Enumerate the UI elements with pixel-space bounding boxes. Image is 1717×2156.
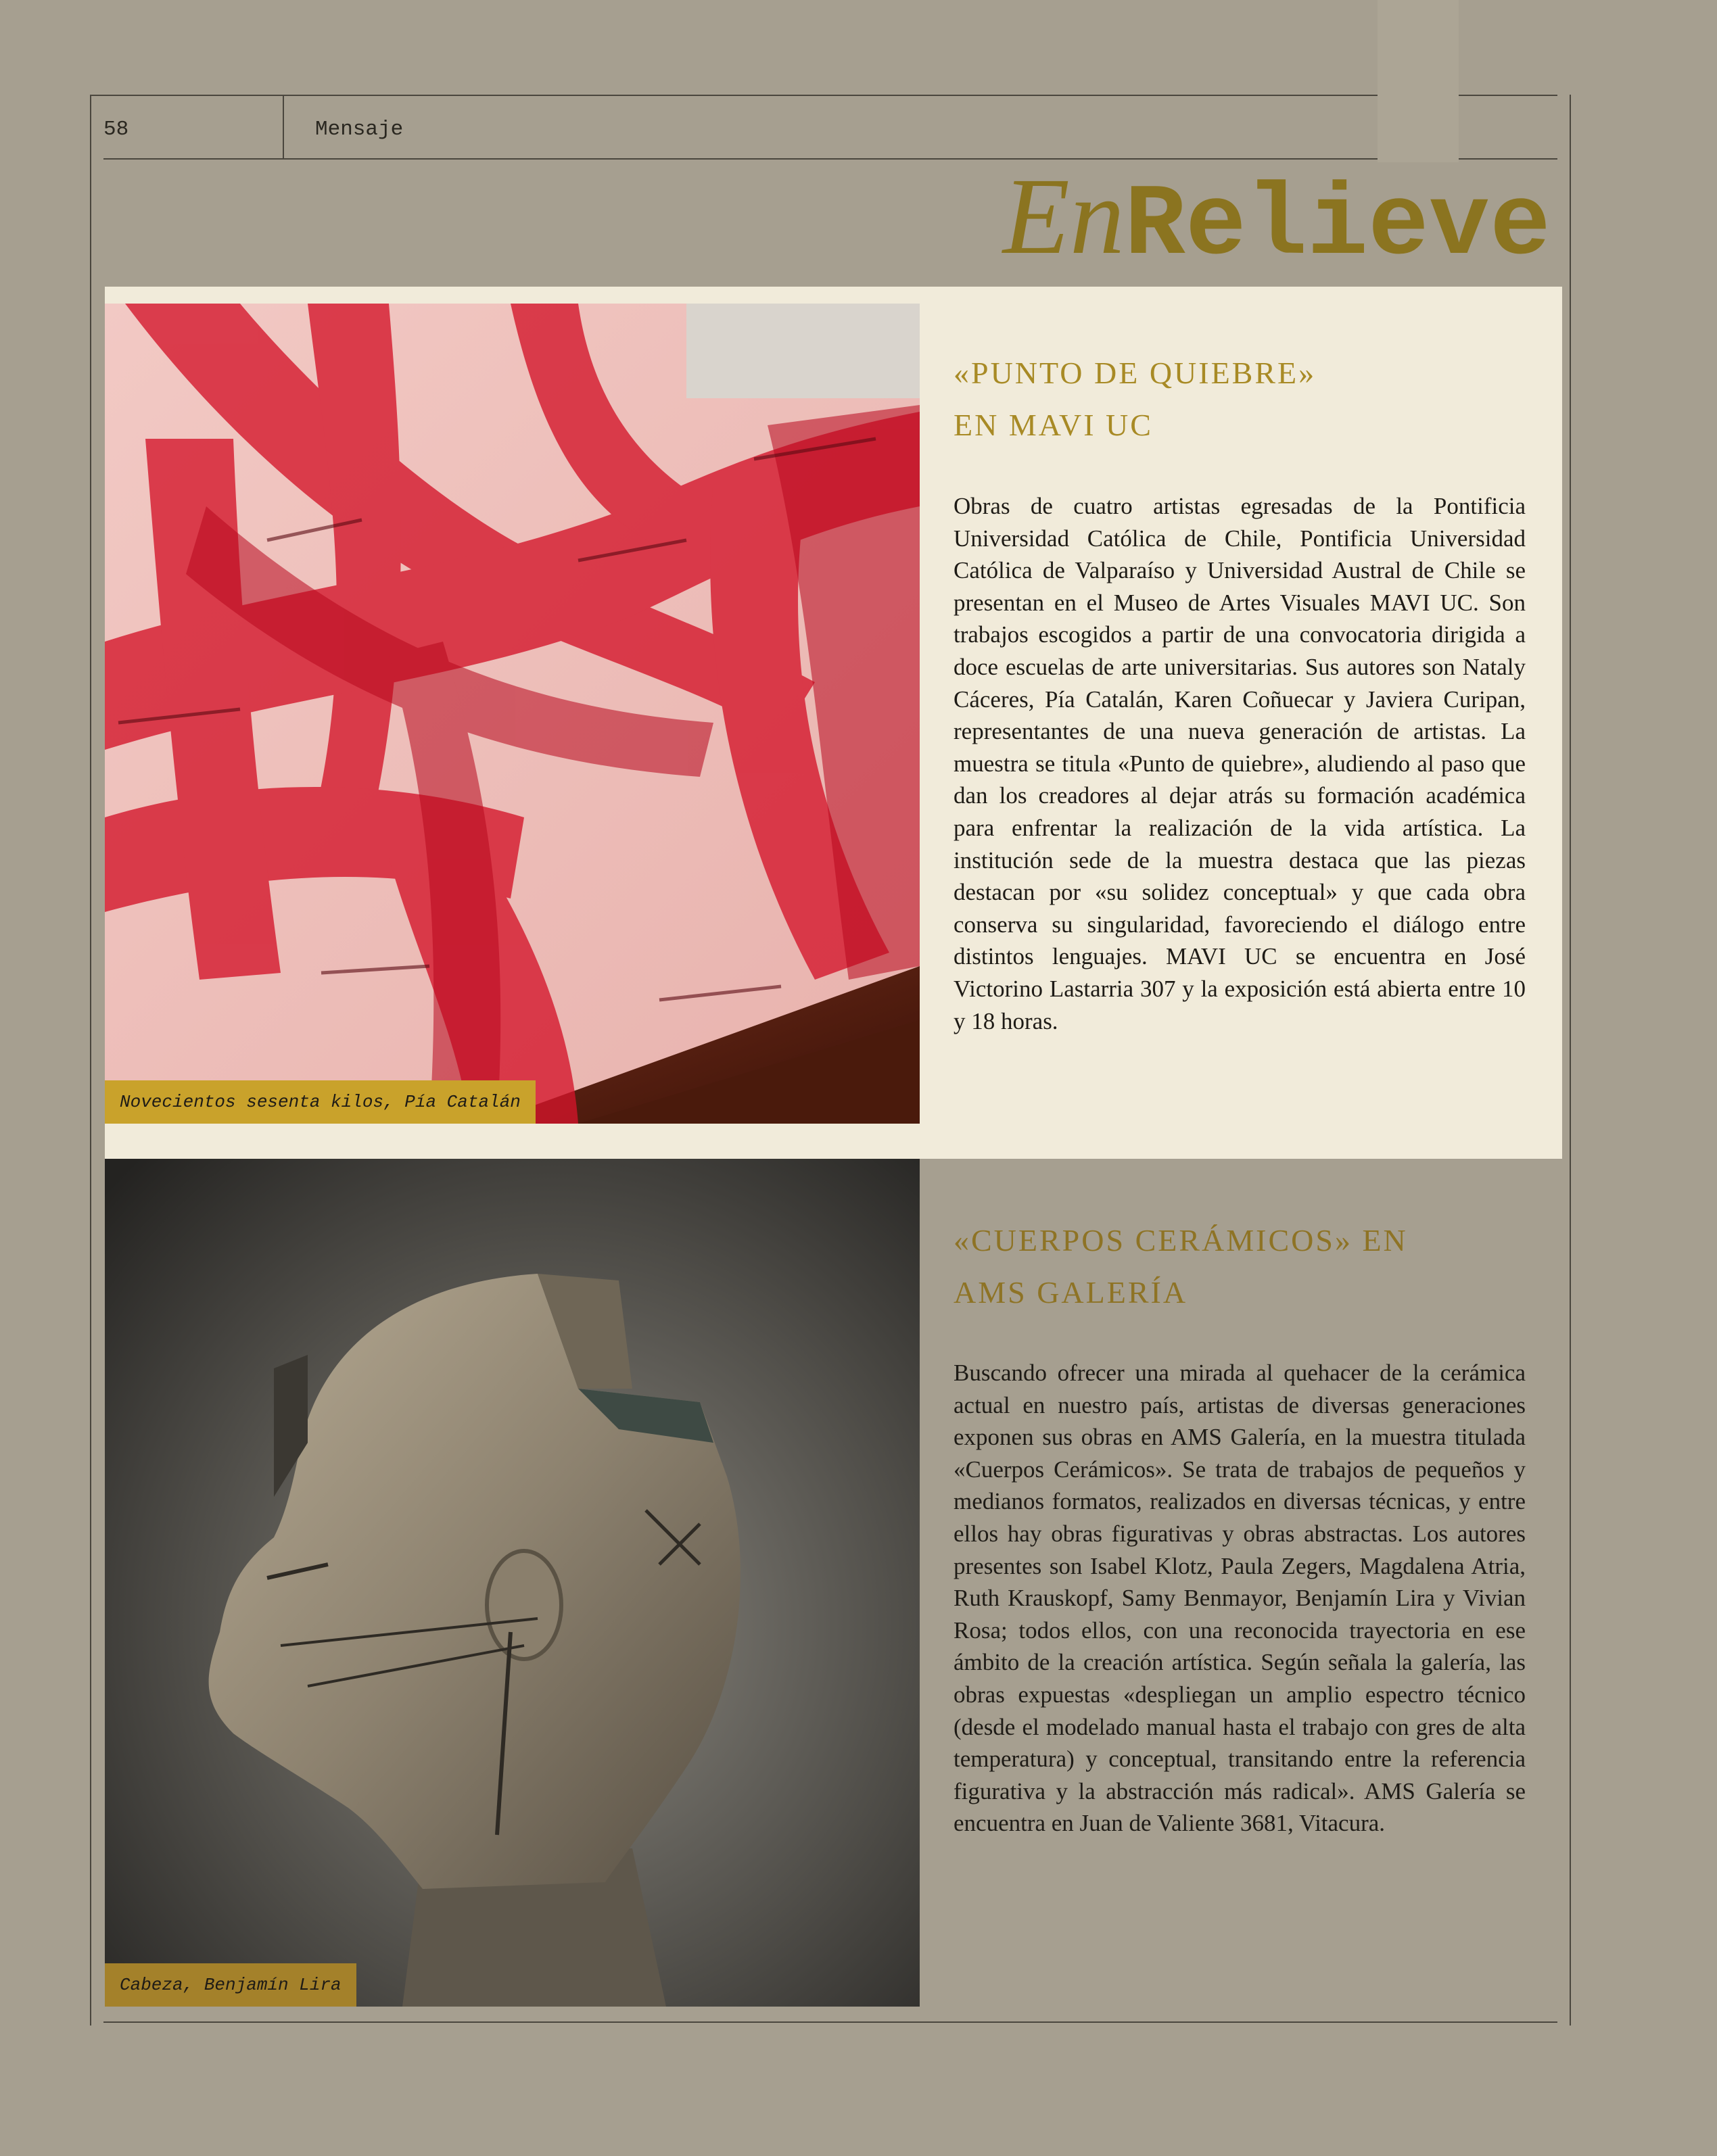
- article2-title-line2: AMS GALERÍA: [954, 1275, 1188, 1310]
- header-bottom-rule: [103, 158, 1557, 160]
- left-frame-rule: [90, 95, 91, 2026]
- section-title: Mensaje: [315, 118, 404, 141]
- red-textile-illustration: [105, 304, 920, 1124]
- red-textile-installation-image: [105, 304, 920, 1124]
- section-logo: [1002, 156, 1551, 284]
- ceramic-head-illustration: [105, 1159, 920, 2007]
- article1-title-line2: EN MAVI UC: [954, 408, 1153, 442]
- bottom-rule: [103, 2021, 1557, 2023]
- header-divider: [283, 95, 284, 159]
- header-tab: [1378, 0, 1459, 162]
- article2-title-line1: «CUERPOS CERÁMICOS» EN: [954, 1223, 1408, 1257]
- page-number: 58: [103, 118, 129, 141]
- image-caption-2: Cabeza, Benjamín Lira: [105, 1963, 356, 2007]
- article1-title-line1: «PUNTO DE QUIEBRE»: [954, 356, 1317, 390]
- right-frame-rule: [1570, 95, 1571, 2026]
- image-caption-1: Novecientos sesenta kilos, Pía Catalán: [105, 1080, 536, 1124]
- article2-title: [954, 1214, 1481, 1318]
- article1-title: [954, 347, 1481, 451]
- logo-italic-text: En: [1002, 156, 1125, 277]
- logo-bold-text: Relieve: [1124, 169, 1551, 284]
- top-rule: [90, 95, 1557, 96]
- article2-body: Buscando ofrecer una mirada al quehacer de la cerámica actual en nuestro país, artistas de diversas generaciones exponen sus obras en AMS Galería, en la muestra titulada «Cuerpos Cerámicos». Se trata de trabajos de pequeños y medianos formatos, realizados en diversas técnicas, y entre ellos hay obras figurativas y obras abstractas. Los autores presentes son Isabel Klotz, Paula Zegers, Magdalena Atria, Ruth Krauskopf, Samy Benmayor, Benjamín Lira y Vivian Rosa; todos ellos, con una reconocida trayectoria en ese ámbito de la creación artística. Según señala la galería, las obras expuestas «despliegan un amplio espectro técnico (desde el modelado manual hasta el trabajo con gres de alta temperatura) y conceptual, transitando entre la referencia figurativa y la abstracción más radical». AMS Galería se encuentra en Juan de Valiente 3681, Vitacura.: [954, 1360, 1526, 1837]
- article1-body: Obras de cuatro artistas egresadas de la Pontificia Universidad Católica de Chile, Pontificia Universidad Católica de Valparaíso y Universidad Austral de Chile se presentan en el Museo de Artes Visuales MAVI UC. Son trabajos escogidos a partir de una convocatoria dirigida a doce escuelas de arte universitarias. Sus autores son Nataly Cáceres, Pía Catalán, Karen Coñuecar y Javiera Curipan, representantes de una nueva generación de artistas. La muestra se titula «Punto de quiebre», aludiendo al paso que dan los creadores al dejar atrás su formación académica para enfrentar la realización de la vida artística. La institución sede de la muestra destaca que las piezas destacan por «su solidez conceptual» y que cada obra conserva su singularidad, favoreciendo el diálogo entre distintos lenguajes. MAVI UC se encuentra en José Victorino Lastarria 307 y la exposición está abierta entre 10 y 18 horas.: [954, 493, 1526, 1034]
- ceramic-head-image: [105, 1159, 920, 2007]
